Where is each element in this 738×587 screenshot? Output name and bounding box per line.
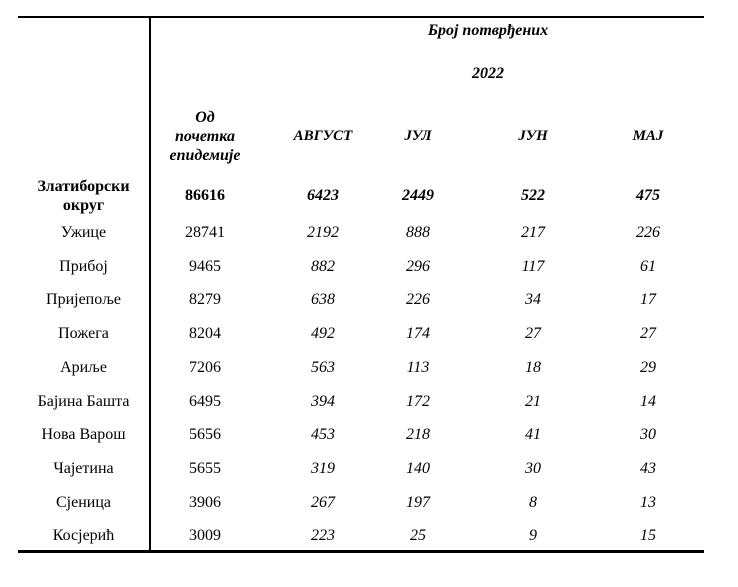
- start-label-line: епидемије: [169, 147, 241, 164]
- since-start-value: 3906: [189, 494, 221, 511]
- may-value: 61: [640, 258, 656, 275]
- may-value: 13: [640, 494, 656, 511]
- june-value: 34: [525, 291, 541, 308]
- august-value: 267: [311, 494, 335, 511]
- may-value: 43: [640, 460, 656, 477]
- region-total-july: 2449: [402, 187, 434, 204]
- since-start-value: 8279: [189, 291, 221, 308]
- table-row: [18, 223, 704, 243]
- municipality-name: Нова Варош: [41, 426, 126, 443]
- july-value: 174: [406, 325, 430, 342]
- table-row: [18, 290, 704, 310]
- region-total-may: 475: [636, 187, 660, 204]
- may-value: 17: [640, 291, 656, 308]
- june-value: 217: [521, 224, 545, 241]
- june-value: 27: [525, 325, 541, 342]
- june-value: 117: [521, 258, 545, 275]
- july-value: 888: [406, 224, 430, 241]
- june-value: 8: [529, 494, 537, 511]
- table-row: [18, 526, 704, 546]
- month-heading-june: ЈУН: [518, 128, 548, 144]
- august-value: 223: [311, 527, 335, 544]
- table-row: [18, 425, 704, 445]
- municipality-name: Чајетина: [53, 460, 114, 477]
- august-value: 394: [311, 393, 335, 410]
- municipality-name: Ариље: [60, 359, 107, 376]
- may-value: 14: [640, 393, 656, 410]
- cases-table: [18, 16, 704, 553]
- since-start-value: 28741: [185, 224, 225, 241]
- july-value: 25: [410, 527, 426, 544]
- month-heading-august: АВГУСТ: [293, 128, 353, 144]
- may-value: 15: [640, 527, 656, 544]
- since-start-value: 5656: [189, 426, 221, 443]
- table-row: [18, 459, 704, 479]
- since-start-value: 8204: [189, 325, 221, 342]
- table-row: [18, 392, 704, 412]
- august-value: 563: [311, 359, 335, 376]
- region-name-line: округ: [62, 197, 105, 214]
- start-label-line: Од: [195, 109, 215, 126]
- region-total-august: 6423: [307, 187, 339, 204]
- table-row: [18, 493, 704, 513]
- table-row: [18, 324, 704, 344]
- august-value: 638: [311, 291, 335, 308]
- municipality-name: Прибој: [59, 258, 108, 275]
- june-value: 41: [525, 426, 541, 443]
- since-start-value: 3009: [189, 527, 221, 544]
- july-value: 226: [406, 291, 430, 308]
- municipality-name: Пожега: [58, 325, 109, 342]
- may-value: 27: [640, 325, 656, 342]
- region-total-june: 522: [521, 187, 545, 204]
- table-bottom-border: [18, 550, 704, 553]
- region-total-since-start: 86616: [185, 187, 225, 204]
- table-row: [18, 257, 704, 277]
- may-value: 29: [640, 359, 656, 376]
- start-label-line: почетка: [175, 128, 235, 145]
- year-heading: 2022: [472, 65, 504, 82]
- july-value: 172: [406, 393, 430, 410]
- july-value: 296: [406, 258, 430, 275]
- june-value: 30: [525, 460, 541, 477]
- august-value: 2192: [307, 224, 339, 241]
- region-name-line: Златиборски: [37, 178, 130, 195]
- month-heading-may: МАЈ: [632, 128, 664, 144]
- municipality-name: Пријепоље: [46, 291, 121, 308]
- august-value: 492: [311, 325, 335, 342]
- may-value: 226: [636, 224, 660, 241]
- august-value: 453: [311, 426, 335, 443]
- since-start-value: 7206: [189, 359, 221, 376]
- august-value: 319: [311, 460, 335, 477]
- municipality-name: Бајина Башта: [37, 393, 130, 410]
- municipality-name: Сјеница: [55, 494, 111, 511]
- confirmed-cases-heading: Број потврђених: [427, 22, 549, 39]
- month-heading-july: ЈУЛ: [404, 128, 432, 144]
- since-start-value: 6495: [189, 393, 221, 410]
- since-start-value: 5655: [189, 460, 221, 477]
- july-value: 113: [406, 359, 430, 376]
- municipality-name: Косјерић: [52, 527, 115, 544]
- june-value: 9: [529, 527, 537, 544]
- july-value: 197: [406, 494, 430, 511]
- since-start-value: 9465: [189, 258, 221, 275]
- july-value: 218: [406, 426, 430, 443]
- table-top-border: [18, 16, 704, 18]
- may-value: 30: [640, 426, 656, 443]
- region-total-row: [18, 186, 704, 206]
- june-value: 21: [525, 393, 541, 410]
- since-epidemic-start-heading: [150, 108, 260, 165]
- july-value: 140: [406, 460, 430, 477]
- august-value: 882: [311, 258, 335, 275]
- june-value: 18: [525, 359, 541, 376]
- table-row: [18, 358, 704, 378]
- municipality-name: Ужице: [60, 224, 107, 241]
